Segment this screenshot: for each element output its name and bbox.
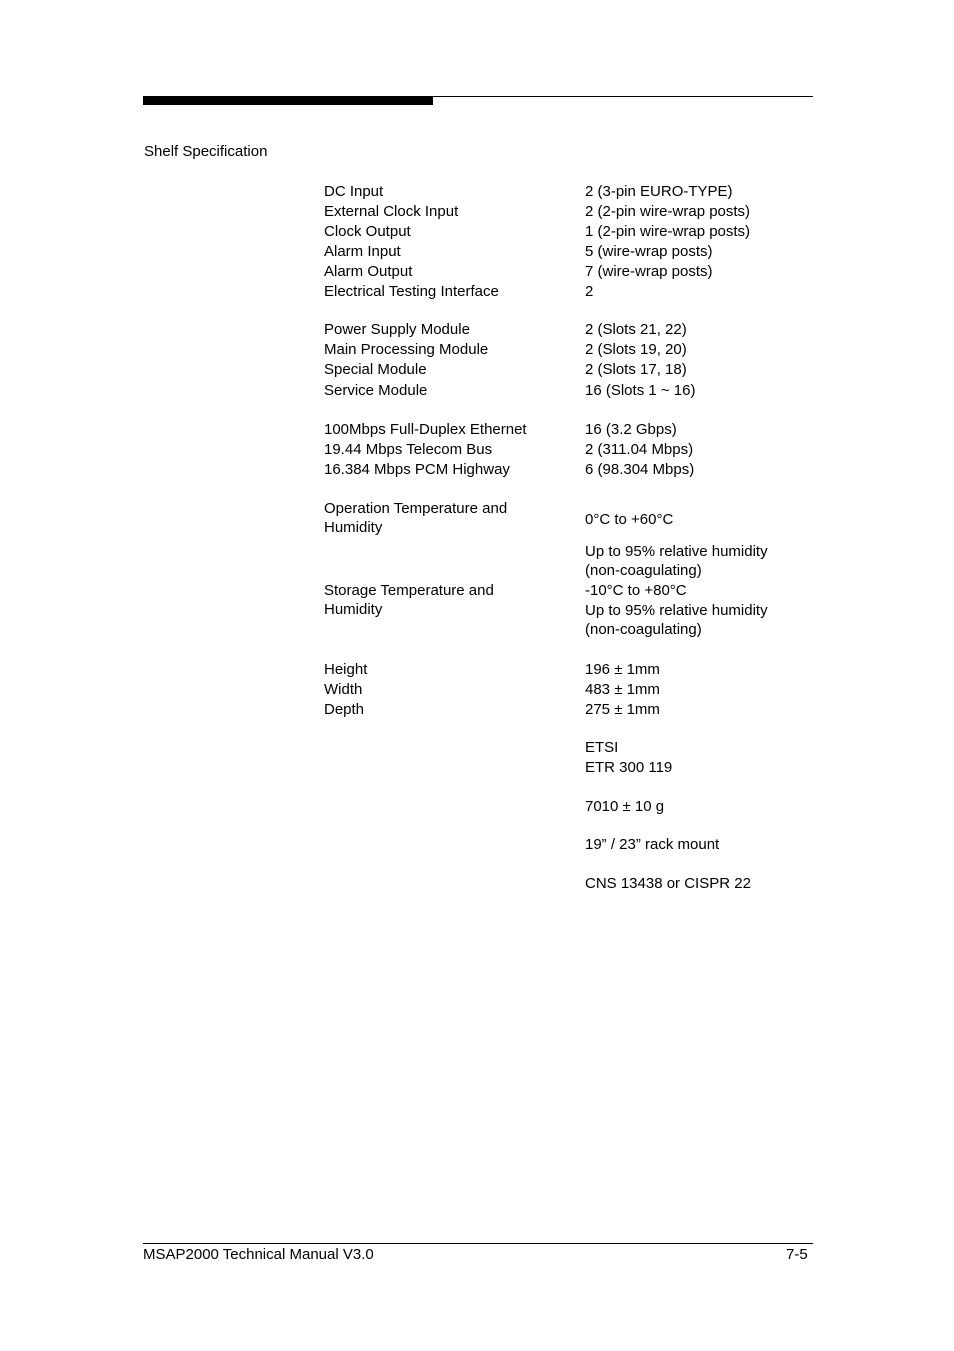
value-operation-temp: 0°C to +60°C: [585, 511, 674, 528]
value-weight: 7010 ± 10 g: [585, 798, 665, 815]
header-thick-rule: [143, 96, 433, 105]
label-service-module: Service Module: [324, 382, 428, 399]
value-special-module: 2 (Slots 17, 18): [585, 361, 687, 378]
value-storage-humidity-line2: (non-coagulating): [585, 621, 702, 638]
value-telecom-bus: 2 (311.04 Mbps): [585, 441, 694, 458]
footer-page-number: 7-5: [786, 1246, 808, 1263]
value-operation-humidity-line1: Up to 95% relative humidity: [585, 543, 768, 560]
value-external-clock-input: 2 (2-pin wire-wrap posts): [585, 203, 751, 220]
value-depth: 275 ± 1mm: [585, 701, 660, 718]
label-dc-input: DC Input: [324, 183, 384, 200]
value-storage-temp: -10°C to +80°C: [585, 582, 687, 599]
value-mounting: 19” / 23” rack mount: [585, 836, 720, 853]
value-width: 483 ± 1mm: [585, 681, 660, 698]
value-alarm-output: 7 (wire-wrap posts): [585, 263, 713, 280]
value-storage-humidity-line1: Up to 95% relative humidity: [585, 602, 768, 619]
label-external-clock-input: External Clock Input: [324, 203, 459, 220]
label-operation-temp-line1: Operation Temperature and: [324, 500, 508, 517]
label-special-module: Special Module: [324, 361, 427, 378]
value-emc: CNS 13438 or CISPR 22: [585, 875, 751, 892]
footer-manual-title: MSAP2000 Technical Manual V3.0: [143, 1246, 374, 1263]
footer-rule: [143, 1243, 813, 1244]
label-pcm-highway: 16.384 Mbps PCM Highway: [324, 461, 510, 478]
label-alarm-output: Alarm Output: [324, 263, 413, 280]
value-main-processing-module: 2 (Slots 19, 20): [585, 341, 687, 358]
label-height: Height: [324, 661, 368, 678]
label-alarm-input: Alarm Input: [324, 243, 401, 260]
label-clock-output: Clock Output: [324, 223, 411, 240]
value-ethernet: 16 (3.2 Gbps): [585, 421, 677, 438]
label-storage-temp-line1: Storage Temperature and: [324, 582, 494, 599]
label-width: Width: [324, 681, 363, 698]
value-electrical-testing-interface: 2: [585, 283, 594, 300]
value-standard-line2: ETR 300 119: [585, 759, 673, 776]
label-operation-temp-line2: Humidity: [324, 519, 383, 536]
value-standard-line1: ETSI: [585, 739, 619, 756]
label-telecom-bus: 19.44 Mbps Telecom Bus: [324, 441, 493, 458]
section-title: Shelf Specification: [144, 143, 268, 160]
value-pcm-highway: 6 (98.304 Mbps): [585, 461, 695, 478]
value-clock-output: 1 (2-pin wire-wrap posts): [585, 223, 751, 240]
value-height: 196 ± 1mm: [585, 661, 660, 678]
value-power-supply-module: 2 (Slots 21, 22): [585, 321, 687, 338]
value-dc-input: 2 (3-pin EURO-TYPE): [585, 183, 733, 200]
label-electrical-testing-interface: Electrical Testing Interface: [324, 283, 499, 300]
value-service-module: 16 (Slots 1 ~ 16): [585, 382, 696, 399]
value-operation-humidity-line2: (non-coagulating): [585, 562, 702, 579]
label-storage-temp-line2: Humidity: [324, 601, 383, 618]
label-depth: Depth: [324, 701, 365, 718]
label-main-processing-module: Main Processing Module: [324, 341, 489, 358]
label-ethernet: 100Mbps Full-Duplex Ethernet: [324, 421, 527, 438]
label-power-supply-module: Power Supply Module: [324, 321, 470, 338]
header-thin-rule: [143, 96, 813, 97]
value-alarm-input: 5 (wire-wrap posts): [585, 243, 713, 260]
